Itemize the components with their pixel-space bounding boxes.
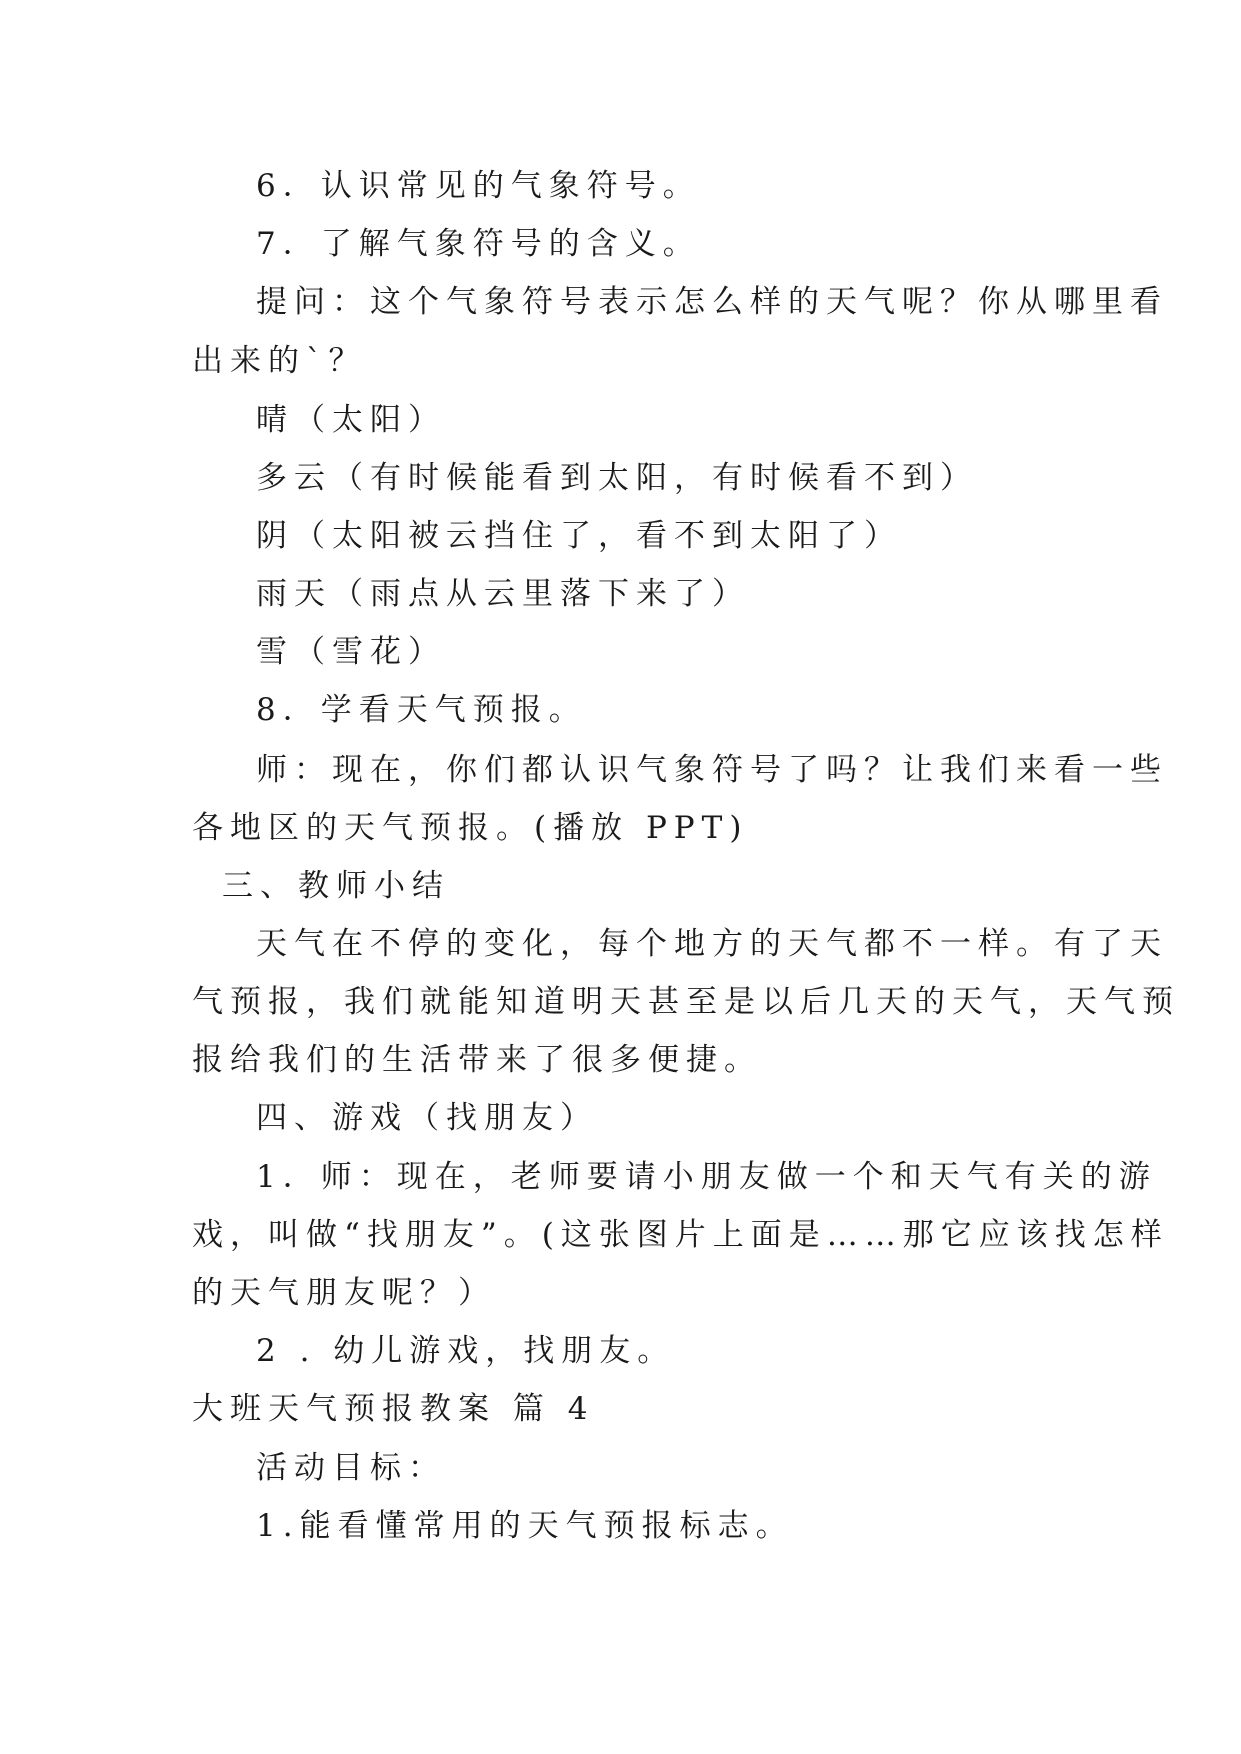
summary-paragraph-line-1: 天气在不停的变化，每个地方的天气都不一样。有了天 [256,926,1168,962]
game-paragraph-line-2: 戏，叫做“找朋友”。(这张图片上面是……那它应该找怎样 [192,1217,1169,1253]
weather-overcast-item: 阴（太阳被云挡住了，看不到太阳了） [256,518,902,554]
list-item-6: 6．认识常见的气象符号。 [256,168,701,204]
game-paragraph-line-1: 1．师：现在，老师要请小朋友做一个和天气有关的游 [256,1159,1157,1195]
weather-cloudy-item: 多云（有时候能看到太阳，有时候看不到） [256,460,978,496]
lesson-title: 大班天气预报教案 篇 4 [192,1391,595,1427]
game-paragraph-line-3: 的天气朋友呢？） [192,1275,496,1311]
section-heading-game: 四、游戏（找朋友） [256,1100,598,1136]
list-item-7: 7．了解气象符号的含义。 [256,226,701,262]
teacher-paragraph-line-2: 各地区的天气预报。(播放 PPT) [192,810,749,846]
question-paragraph-line-1: 提问：这个气象符号表示怎么样的天气呢？你从哪里看 [256,284,1168,320]
weather-sunny-item: 晴（太阳） [256,402,446,438]
question-paragraph-line-2: 出来的`？ [192,343,367,379]
summary-paragraph-line-2: 气预报，我们就能知道明天甚至是以后几天的天气，天气预 [192,984,1180,1020]
weather-rain-item: 雨天（雨点从云里落下来了） [256,576,750,612]
section-heading-summary: 三、教师小结 [222,868,450,904]
game-step-2: 2 . 幼儿游戏，找朋友。 [256,1333,676,1369]
objective-item-1: 1.能看懂常用的天气预报标志。 [256,1508,794,1544]
objectives-heading: 活动目标： [256,1450,446,1486]
teacher-paragraph-line-1: 师：现在，你们都认识气象符号了吗？让我们来看一些 [256,752,1168,788]
summary-paragraph-line-3: 报给我们的生活带来了很多便捷。 [192,1042,762,1078]
list-item-8: 8．学看天气预报。 [256,692,587,728]
weather-snow-item: 雪（雪花） [256,634,446,670]
